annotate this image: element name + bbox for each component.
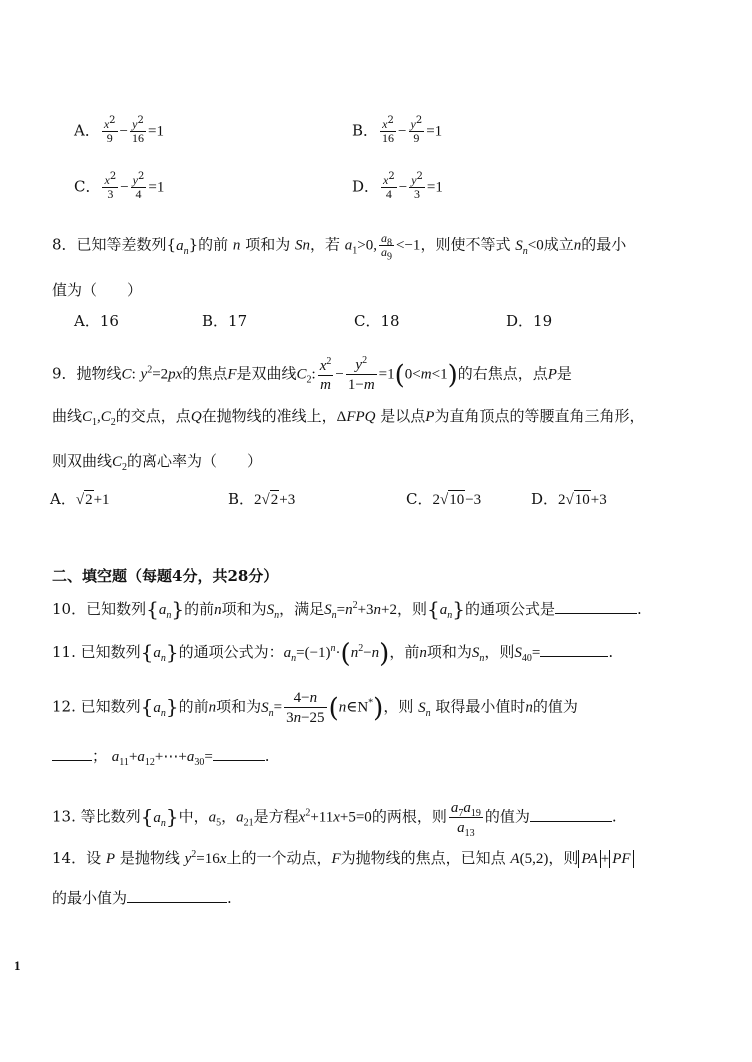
- q11-text: ，前: [389, 643, 420, 661]
- q9-text: 为直角顶点的等腰直角三角形，: [434, 407, 645, 425]
- q9-text: 是以点: [380, 407, 426, 425]
- option-label: B．: [228, 490, 255, 508]
- q8-option-a: A．16: [74, 312, 119, 330]
- q9-line3: 则双曲线$C_2$的离心率为（ ）: [52, 452, 263, 473]
- q14-text: .: [227, 889, 232, 907]
- answer-blank[interactable]: [52, 744, 92, 761]
- q12-text: ，则: [383, 697, 414, 716]
- fraction: $\frac{y^2}{4}$: [132, 171, 145, 201]
- q10-text: .: [637, 600, 642, 618]
- q14-text: 是抛物线: [119, 849, 180, 867]
- q7-option-d: D． $\frac{x^2}{4}$ − $\frac{y^2}{3}$ =1: [352, 171, 443, 201]
- q9-text: 的离心率为（ ）: [127, 452, 263, 470]
- q12-text: 项和为: [216, 697, 262, 716]
- fraction: $\frac{a_8}{a_9}$: [381, 231, 393, 263]
- fraction: $\frac{x^2}{16}$: [382, 115, 395, 145]
- q9-option-c: C．2√10−3: [406, 490, 482, 508]
- fraction: $\frac{x^2}{3}$: [104, 171, 117, 201]
- q8-option-c: C．18: [354, 312, 400, 330]
- q14-text: 为抛物线的焦点，已知点: [340, 849, 506, 867]
- q14-text: ，则: [548, 849, 579, 867]
- fraction: $\frac{y^2}{16}$: [132, 115, 145, 145]
- q13-text: 13. 等比数列: [52, 807, 141, 826]
- q11-text: 项和为: [426, 643, 472, 661]
- q9-text: 9．抛物线: [52, 364, 122, 383]
- fraction: $\frac{y^2}{9}$: [410, 115, 423, 145]
- q10-text: ，则: [397, 600, 428, 618]
- q9-text: 在抛物线的准线上，: [201, 407, 337, 425]
- q12-text: 取得最小值时: [435, 697, 526, 716]
- answer-blank[interactable]: [555, 597, 637, 614]
- page-number: 1: [14, 958, 21, 973]
- option-label: C．: [406, 490, 433, 508]
- section-title: 二、填空题（每题4分，共28分）: [52, 567, 279, 585]
- answer-blank[interactable]: [540, 640, 608, 657]
- option-label: A．: [74, 121, 100, 140]
- option-label: B．: [352, 121, 379, 140]
- q12-text: 12. 已知数列: [52, 697, 141, 716]
- q7-option-c: C． $\frac{x^2}{3}$ − $\frac{y^2}{4}$ =1: [74, 171, 165, 201]
- fraction: $\frac{x^2}{4}$: [383, 171, 395, 201]
- q11-text: 的通项公式为：: [178, 643, 284, 661]
- q10-text: 的通项公式是: [465, 600, 556, 618]
- q7-option-a: A． $\frac{x^2}{9}$ − $\frac{y^2}{16}$ =1: [74, 115, 164, 145]
- q9-text: 是: [556, 364, 572, 383]
- q9-text: 曲线: [52, 407, 83, 425]
- q14-line1: 14．设 P 是抛物线 $y^2=16x$上的一个动点，F为抛物线的焦点，已知点 A(5,2)，则 PA + PF: [52, 848, 634, 869]
- q13-text: .: [611, 807, 617, 826]
- q9-text: 的焦点: [182, 364, 228, 383]
- q9-text: 的交点，点: [115, 407, 191, 425]
- q8-text: 成立: [543, 235, 574, 254]
- q9-line1: 9．抛物线C: $y^2=2px$的焦点F是双曲线$C_2$: $\frac{x^2}{m}$ − $\frac{y^2}{1-m}$ =1(0<m<1)的右焦点，点P是: [52, 355, 572, 393]
- q9-option-b: B．2√2+3: [228, 490, 296, 508]
- q13-text: 的两根，则: [371, 807, 447, 826]
- q10-line: 10．已知数列$\{a_n\}$的前n项和为$S_n$，满足$S_n=n^2+3n+2$，则$\{a_n\}$的通项公式是 .: [52, 597, 642, 621]
- q8-option-b: B．17: [202, 312, 248, 330]
- q9-option-d: D．2√10+3: [531, 490, 607, 508]
- option-label: C．: [74, 177, 101, 196]
- q12-line2: ； $a_{11}+a_{12}+\cdots+a_{30}=$ .: [52, 744, 270, 767]
- fraction: $\frac{a_7a_{19}}{a_{13}}$: [450, 800, 481, 839]
- answer-blank[interactable]: [127, 886, 227, 903]
- q8-text: ，则使不等式: [420, 235, 511, 254]
- q12-text: 的值为: [532, 697, 578, 716]
- q12-text: 的前: [178, 697, 209, 716]
- q9-line2: 曲线$C_1,C_2$的交点，点Q在抛物线的准线上，ΔFPQ 是以点P为直角顶点的等腰直角三角形，: [52, 407, 645, 428]
- q14-text: 的最小值为: [52, 889, 128, 907]
- q7-option-b: B． $\frac{x^2}{16}$ − $\frac{y^2}{9}$ =1: [352, 115, 443, 145]
- q13-text: 中，: [178, 807, 209, 826]
- option-label: A．: [50, 490, 76, 508]
- q11-text: ，则: [484, 643, 515, 661]
- q14-text: 上的一个动点，: [226, 849, 332, 867]
- q8-text: }的前: [188, 235, 229, 254]
- q9-text: 是双曲线: [236, 364, 297, 383]
- q8-text: 的最小: [581, 235, 627, 254]
- q8-text: 项和为: [245, 235, 291, 254]
- answer-blank[interactable]: [213, 744, 265, 761]
- q12-text: .: [264, 747, 270, 765]
- q10-text: 项和为: [221, 600, 267, 618]
- q10-text: 的前: [184, 600, 215, 618]
- q10-text: 10．已知数列: [52, 600, 147, 618]
- q9-option-a: A．√2+1: [50, 490, 110, 508]
- q14-text: 14．设: [52, 849, 102, 867]
- q14-line2: [52, 886, 232, 908]
- q13-text: 的值为: [484, 807, 530, 826]
- q11-text: 11. 已知数列: [52, 643, 141, 661]
- answer-blank[interactable]: [530, 805, 612, 822]
- fraction: $\frac{4-n}{3n-25}$: [286, 690, 325, 726]
- q8-text: ，若: [310, 235, 341, 254]
- q11-line: 11. 已知数列$\{a_n\}$的通项公式为：$a_n=(-1)^n\cdot(n^2-n)$，前n项和为$S_n$，则$S_{40}=$ .: [52, 639, 614, 669]
- fraction: $\frac{y^2}{3}$: [411, 171, 423, 201]
- q9-text: 则双曲线: [52, 452, 113, 470]
- q13-text: ，: [221, 807, 237, 826]
- q10-text: ，满足: [279, 600, 325, 618]
- q9-text: 的右焦点，点: [457, 364, 548, 383]
- q12-line1: 12. 已知数列$\{a_n\}$的前n项和为$S_n=$ $\frac{4-n}{3n-25}$ (n∈N*)，则 $S_n$ 取得最小值时n的值为: [52, 690, 578, 726]
- fraction: $\frac{x^2}{9}$: [103, 115, 116, 145]
- option-label: D．: [352, 177, 380, 196]
- q12-text: ；: [92, 747, 108, 765]
- option-label: D．: [531, 490, 559, 508]
- q13-text: 是方程: [253, 807, 299, 826]
- fraction: $\frac{x^2}{m}$: [319, 355, 332, 393]
- q8-line2: 值为（ ）: [52, 281, 143, 299]
- q8-option-d: D．19: [506, 312, 553, 330]
- q11-text: .: [608, 643, 614, 661]
- q13-line: 13. 等比数列$\{a_n\}$中，$a_5$，$a_{21}$是方程$x^2+11x+5=0$的两根，则 $\frac{a_7a_{19}}{a_{13}}$ 的值为 .: [52, 800, 617, 839]
- q8-text: 8．已知等差数列{: [52, 235, 177, 254]
- q8-line1: 8．已知等差数列$\{a_n\}$的前 n 项和为 Sn，若 $a_1>0$, $\frac{a_8}{a_9}$ <−1，则使不等式 $S_n<0$成立n的最小: [52, 231, 627, 263]
- fraction: $\frac{y^2}{1-m}$: [347, 355, 375, 393]
